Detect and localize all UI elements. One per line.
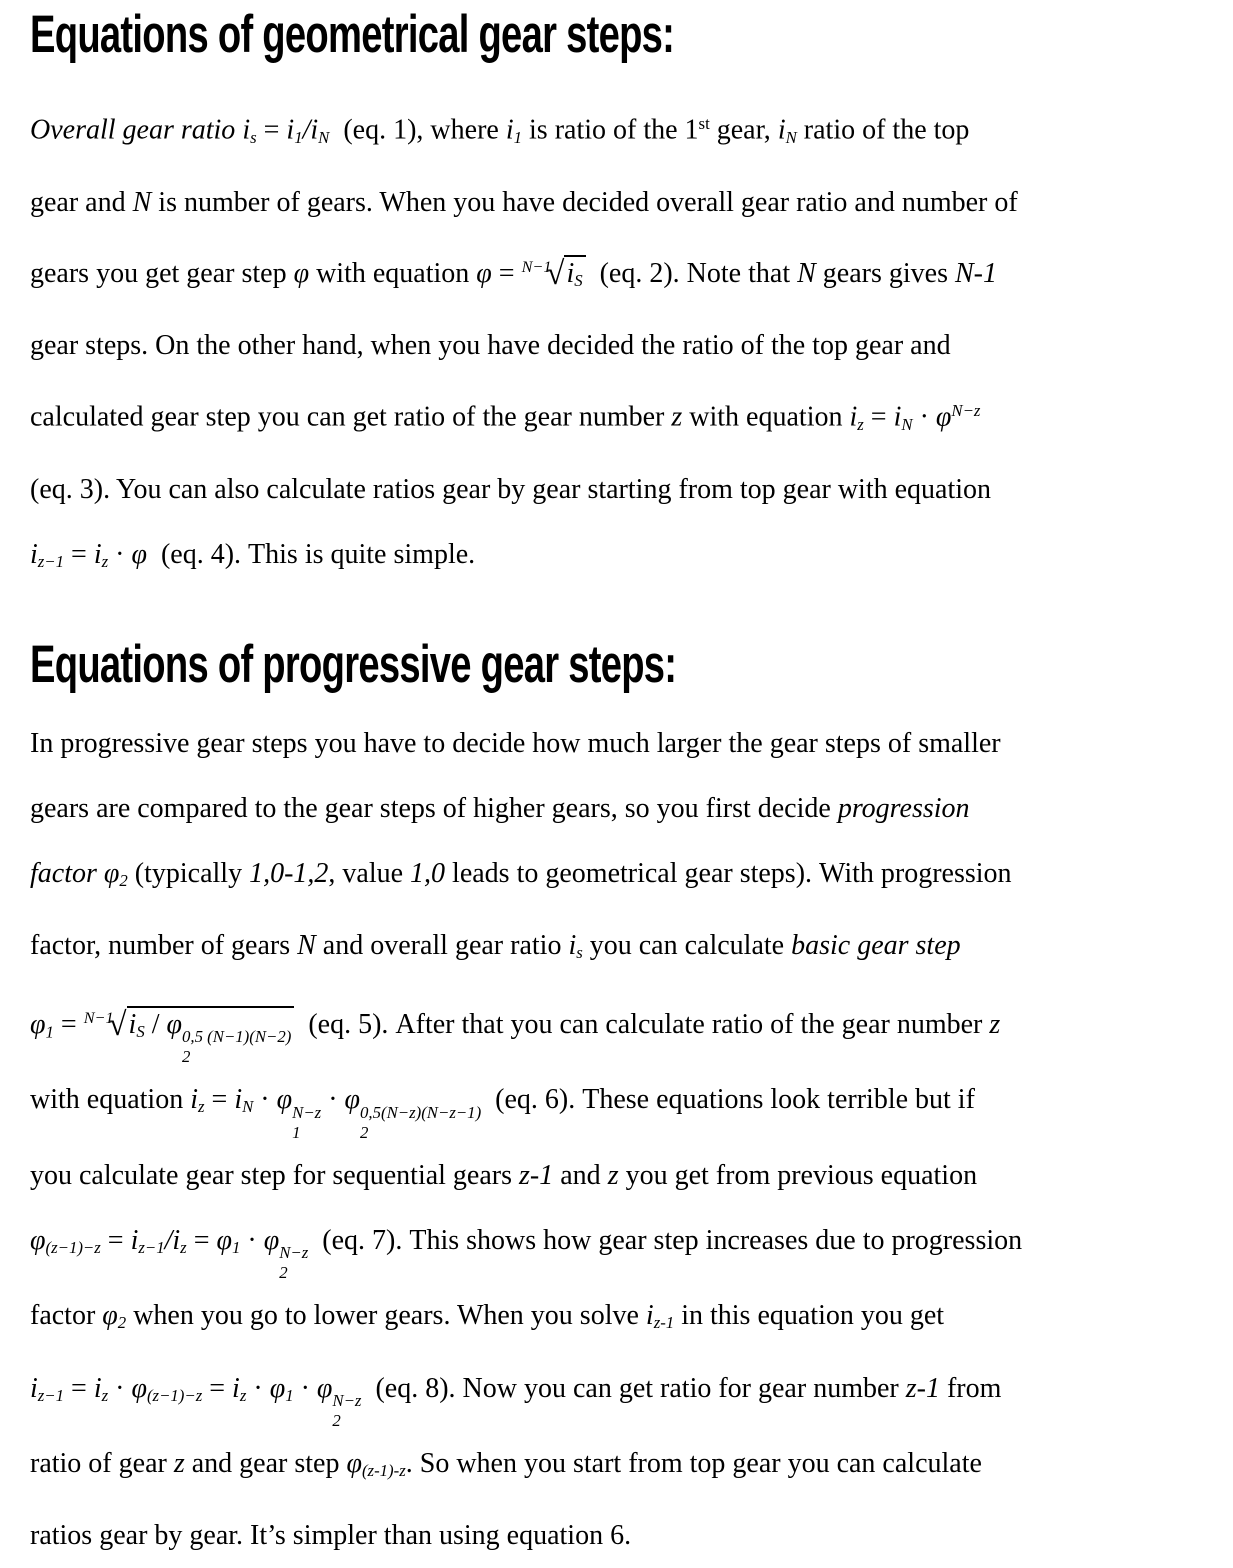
text-run: φ (316, 1372, 333, 1404)
text-run: z-1 (905, 1372, 940, 1404)
geometrical-section-heading: Equations of geometrical gear steps: (30, 5, 675, 64)
text-run: z (180, 1238, 187, 1257)
text-run: you calculate gear step for sequential gears (30, 1159, 520, 1191)
text-run: you can calculate (582, 930, 792, 962)
text-run: i (232, 1372, 240, 1404)
text-run: φ (476, 257, 492, 289)
progressive-section-heading: Equations of progressive gear steps: (30, 635, 677, 695)
radical-index: N−1 (521, 257, 552, 276)
text-run: 2 (117, 1313, 127, 1333)
text-run: (eq. 6). These equations look terrible but if (481, 1084, 975, 1116)
text-run: z (101, 1385, 109, 1405)
text-run: z−1 (138, 1238, 165, 1257)
section-progressive-gear-steps (30, 636, 1205, 1568)
text-run: gear steps. On the other hand, when you have decided the ratio of the top gear and (30, 330, 951, 362)
text-run: (eq. 4). This is quite simple. (146, 539, 476, 571)
text-run: 1,0-1,2 (249, 858, 329, 890)
text-run: = (64, 539, 94, 571)
text-run: (eq. 2). Note that (585, 257, 798, 289)
text-run: φ (166, 1008, 182, 1040)
subscript: 2 (360, 1122, 369, 1142)
superscript: N−z (279, 1243, 309, 1263)
text-run: = (256, 114, 287, 146)
text-run: = (53, 1008, 84, 1040)
text-run: (z−1)−z (45, 1238, 101, 1257)
text-run: z (989, 1008, 1001, 1040)
text-run: Overall gear ratio (30, 114, 243, 146)
text-run: gears you get gear step (30, 257, 294, 289)
text-run: i (568, 930, 577, 962)
text-run: N (901, 415, 913, 435)
text-run: basic gear step (791, 930, 961, 962)
subscript: 2 (182, 1047, 191, 1067)
text-run: (eq. 3). You can also calculate ratios gear by gear starting from top gear with equation (30, 474, 992, 506)
text-run: · (912, 401, 936, 433)
radicand (564, 255, 585, 289)
text-run: i (505, 114, 514, 146)
text-run: (z−1)−z (146, 1385, 203, 1405)
text-run: / (144, 1008, 167, 1040)
sub-sup-stack (279, 1243, 308, 1283)
text-run: In progressive gear steps you have to decide how much larger the gear steps of smaller (30, 728, 1001, 760)
text-run: z (173, 1448, 185, 1480)
text-run: ratios gear by gear. It’s simpler than using equation 6. (30, 1520, 632, 1552)
text-run: φ (276, 1084, 293, 1116)
text-run: φ (344, 1084, 361, 1116)
text-run: = (100, 1224, 131, 1256)
subscript: 2 (279, 1263, 288, 1283)
text-run: z−1 (37, 1385, 65, 1405)
text-run: φ (131, 1372, 147, 1404)
text-run: leads to geometrical gear steps). With progression (445, 858, 1012, 890)
text-run: i (172, 1224, 181, 1256)
text-run: (eq. 8). Now you can get ratio for gear number (361, 1372, 906, 1404)
text-run: i (190, 1084, 198, 1116)
text-run: · (321, 1084, 345, 1116)
text-run: φ (269, 1372, 286, 1404)
text-run: 1 (232, 1238, 241, 1257)
text-run: s (250, 127, 257, 147)
text-run: factor (30, 858, 104, 890)
text-run: 1 (285, 1385, 294, 1405)
text-run: = (204, 1084, 235, 1116)
text-run: with equation (682, 401, 850, 433)
text-run: z−1 (37, 552, 65, 572)
text-run: z (239, 1385, 247, 1405)
geometrical-section-paragraph (30, 91, 1205, 594)
text-run: = (863, 401, 894, 433)
section-geometrical-gear-steps (30, 6, 1205, 594)
text-run: s (576, 943, 583, 963)
radical-sign-icon: √ (108, 1006, 127, 1043)
text-run: (eq. 1), where (329, 114, 506, 146)
text-run: N (242, 1097, 254, 1117)
text-run: N (318, 127, 330, 147)
text-run: 1 (294, 127, 303, 147)
text-run: gears are compared to the gear steps of higher gears, so you first decide (30, 793, 838, 825)
text-run: is ratio of the 1 (522, 114, 699, 146)
text-run: z (671, 401, 683, 433)
text-run: φ (935, 401, 952, 433)
superscript: 0,5(N−z)(N−z−1) (360, 1102, 482, 1122)
text-run: z-1 (519, 1159, 554, 1191)
text-run: · (293, 1372, 317, 1404)
text-run: z-1 (653, 1313, 675, 1333)
text-run: N (132, 186, 152, 218)
text-run: S (136, 1021, 145, 1041)
text-run: N−z (951, 401, 981, 421)
text-run: i (849, 401, 858, 433)
text-run: gear and (30, 186, 133, 218)
text-run: N (797, 257, 816, 289)
text-run: i (242, 114, 251, 146)
text-run: i (286, 114, 295, 146)
text-run: ratio of gear (30, 1448, 174, 1480)
text-run: , value (328, 858, 411, 890)
text-run: i (310, 114, 319, 146)
text-run: i (128, 1008, 137, 1040)
text-run: φ (30, 1224, 46, 1256)
text-run: z (101, 552, 109, 572)
text-run: gear, (709, 114, 778, 146)
text-run: i (566, 257, 575, 289)
text-run: (eq. 7). This shows how gear step increases due to progression (308, 1224, 1023, 1256)
text-run: = (202, 1372, 233, 1404)
text-run: i (130, 1224, 139, 1256)
text-run: calculated gear step you can get ratio of the gear number (30, 401, 672, 433)
text-run: · (246, 1372, 270, 1404)
text-run: φ (293, 257, 310, 289)
text-run: (typically (127, 858, 250, 890)
radicand (127, 1006, 295, 1067)
text-run: z (857, 415, 864, 435)
text-run: S (574, 271, 583, 291)
text-run: 2 (119, 871, 128, 891)
text-run: = (491, 257, 522, 289)
text-run: with equation (30, 1084, 191, 1116)
text-run: (z-1)-z (361, 1461, 406, 1481)
text-run: i (93, 539, 102, 571)
text-run: φ (263, 1224, 280, 1256)
text-run: N (785, 127, 797, 147)
text-run: 1 (513, 127, 523, 147)
text-run: = (64, 1372, 94, 1404)
radical-sign-icon: √ (546, 255, 565, 292)
text-run: i (777, 114, 786, 146)
text-run: / (164, 1224, 173, 1256)
text-run: 1 (45, 1021, 54, 1041)
text-run: from (939, 1372, 1002, 1404)
text-run: · (253, 1084, 277, 1116)
text-run: φ (102, 1300, 118, 1332)
sub-sup-stack (182, 1027, 291, 1067)
text-run: ratio of the top (796, 114, 970, 146)
text-run: / (302, 114, 311, 146)
sub-sup-stack (292, 1103, 321, 1143)
text-run: . So when you start from top gear you can calculate (405, 1448, 982, 1480)
text-run: = (186, 1224, 217, 1256)
text-run: gears gives (815, 257, 955, 289)
text-run: you get from previous equation (618, 1159, 978, 1191)
sub-sup-stack (360, 1103, 481, 1143)
text-run: factor (30, 1300, 103, 1332)
radical-index: N−1 (83, 1008, 114, 1027)
text-run: i (30, 1372, 38, 1404)
text-run: (eq. 5). After that you can calculate ratio of the gear number (294, 1008, 990, 1040)
text-run: φ (30, 1008, 46, 1040)
text-run: st (698, 114, 710, 133)
text-run: and overall gear ratio (315, 930, 569, 962)
radical-expression (521, 255, 586, 292)
text-run: factor, number of gears (30, 930, 298, 962)
text-run: with equation (309, 257, 477, 289)
radical-expression (83, 1006, 295, 1067)
text-run: φ (216, 1224, 232, 1256)
text-run: φ (131, 539, 147, 571)
text-run: N-1 (954, 257, 997, 289)
text-run: i (893, 401, 902, 433)
text-run: progression (837, 793, 970, 825)
text-run: is number of gears. When you have decided overall gear ratio and number of (151, 186, 1018, 218)
text-run: z (197, 1097, 205, 1117)
subscript: 1 (292, 1122, 301, 1142)
text-run: 1,0 (410, 858, 446, 890)
text-run: i (234, 1084, 243, 1116)
text-run: i (93, 1372, 102, 1404)
text-run: · (108, 539, 132, 571)
superscript: N−z (292, 1102, 322, 1122)
text-run: and gear step (184, 1448, 347, 1480)
text-run: · (240, 1224, 264, 1256)
sub-sup-stack (332, 1391, 361, 1431)
text-run: φ (103, 858, 120, 890)
text-run: in this equation you get (674, 1300, 945, 1332)
text-run: when you go to lower gears. When you solve (126, 1300, 646, 1332)
text-run: i (30, 539, 38, 571)
text-run: z (607, 1159, 619, 1191)
text-run: φ (346, 1448, 362, 1480)
text-run: and (553, 1159, 608, 1191)
text-run: · (108, 1372, 132, 1404)
text-run: i (645, 1300, 654, 1332)
text-run: N (297, 930, 316, 962)
superscript: N−z (332, 1390, 362, 1410)
progressive-section-paragraph (30, 711, 1205, 1568)
superscript: 0,5 (N−1)(N−2) (182, 1026, 292, 1046)
subscript: 2 (332, 1410, 341, 1430)
